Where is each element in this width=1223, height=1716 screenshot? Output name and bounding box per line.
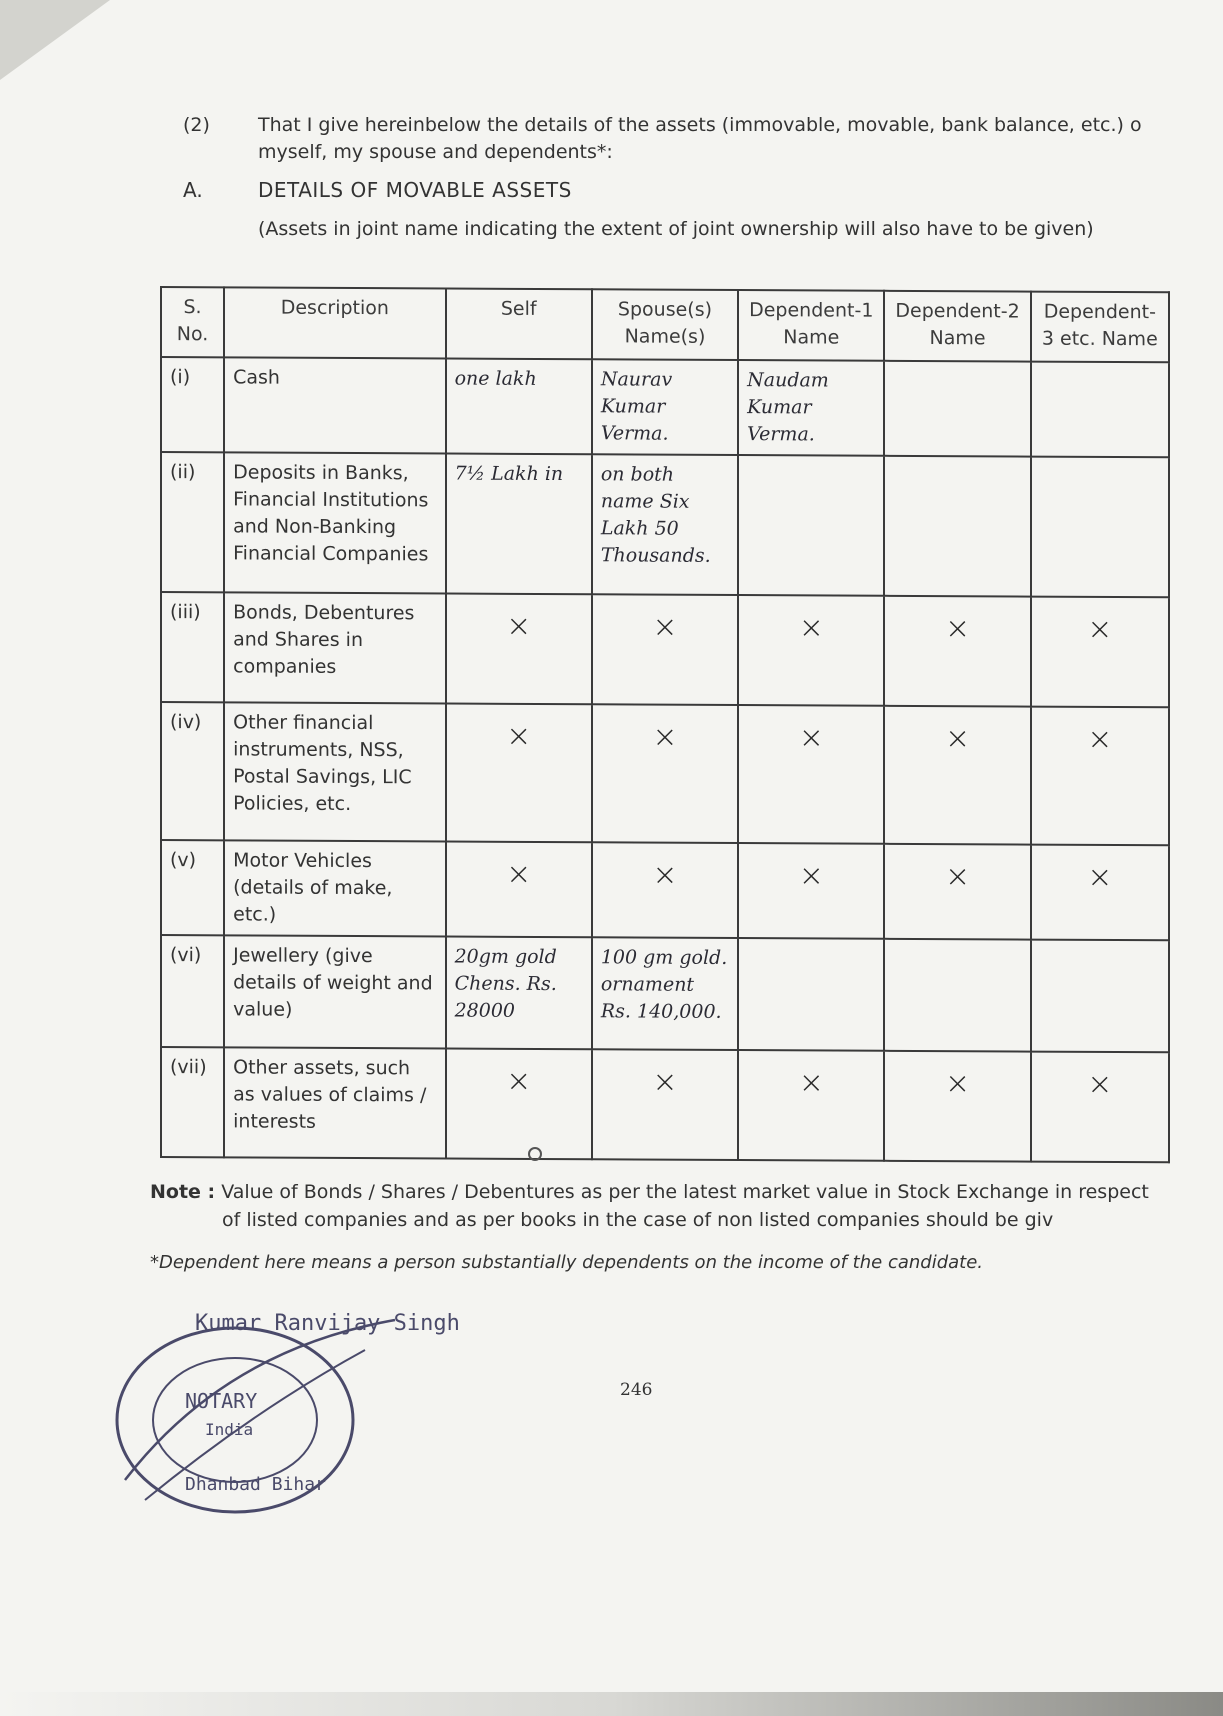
stamp-top-text: Kumar Ranvijay Singh — [195, 1311, 460, 1336]
note-continuation: of listed companies and as per books in the case of non listed companies should be giv — [222, 1209, 1054, 1231]
row-spouse-value: 100 gm gold. ornament Rs. 140,000. — [592, 937, 738, 1050]
row-dependent-1-value — [738, 938, 884, 1051]
stamp-bottom-text: Dhanbad Bihar — [185, 1474, 326, 1495]
movable-assets-table — [160, 286, 1170, 1163]
intro-text: That I give hereinbelow the details of the assets (immovable, movable, bank balance, etc.) o myself, my spouse and dependents*: — [258, 114, 1142, 163]
row-self-value: 20gm gold Chens. Rs. 28000 — [446, 936, 592, 1049]
row-sno: (i) — [161, 357, 224, 452]
header-spouse: Spouse(s) Name(s) — [592, 289, 738, 360]
table-row — [161, 702, 1169, 845]
notary-stamp-icon — [105, 1290, 460, 1520]
row-self-value — [446, 593, 592, 704]
table-row — [161, 592, 1169, 707]
row-dependent-3-value — [1031, 845, 1169, 941]
cross-mark: × — [798, 858, 824, 894]
row-dependent-1-value — [738, 705, 884, 844]
row-spouse-value — [592, 704, 738, 843]
row-dependent-2-value — [884, 361, 1030, 457]
row-sno: (v) — [161, 840, 224, 935]
row-dependent-1-value — [738, 455, 884, 596]
row-sno: (vii) — [161, 1047, 224, 1157]
table-row — [161, 357, 1169, 457]
small-circle-mark — [528, 1147, 542, 1161]
note-paragraph — [150, 1178, 1150, 1234]
row-dependent-3-value — [1031, 940, 1169, 1053]
row-self-value — [446, 703, 592, 842]
row-description: Other assets, such as values of claims / interests — [224, 1047, 445, 1158]
header-self: Self — [446, 288, 592, 359]
row-dependent-2-value — [884, 456, 1030, 597]
table-row — [161, 452, 1169, 597]
scan-edge-shadow — [0, 1692, 1223, 1716]
header-dependent-1: Dependent-1 Name — [738, 290, 884, 361]
header-sno: S. No. — [161, 287, 224, 357]
cross-mark: × — [944, 1066, 971, 1102]
row-spouse-value: Naurav Kumar Verma. — [592, 359, 738, 455]
section-subtitle: (Assets in joint name indicating the extent of joint ownership will also have to be given) — [258, 218, 1094, 240]
row-dependent-3-value — [1031, 362, 1169, 458]
row-spouse-value — [592, 842, 738, 938]
stamp-region-text: India — [205, 1420, 254, 1439]
row-dependent-3-value — [1031, 707, 1169, 846]
row-description: Other financial instruments, NSS, Postal Savings, LIC Policies, etc. — [224, 702, 445, 841]
cross-mark: × — [944, 859, 971, 895]
row-spouse-value — [592, 1049, 738, 1160]
row-dependent-1-value — [738, 843, 884, 939]
cross-mark: × — [506, 608, 532, 644]
scan-corner-shadow — [0, 0, 110, 80]
row-description: Cash — [224, 357, 445, 453]
row-sno: (iii) — [161, 592, 224, 702]
table-row — [161, 840, 1169, 940]
cross-mark: × — [1087, 611, 1113, 647]
row-description: Bonds, Debentures and Shares in companies — [224, 592, 445, 703]
row-spouse-value — [592, 594, 738, 705]
row-self-value — [446, 1048, 592, 1159]
row-self-value: one lakh — [446, 358, 592, 454]
cross-mark: × — [944, 721, 971, 757]
row-dependent-3-value — [1031, 597, 1169, 708]
cross-mark: × — [652, 1064, 678, 1100]
row-sno: (vi) — [161, 935, 224, 1047]
cross-mark: × — [652, 719, 678, 755]
cross-mark: × — [944, 611, 971, 647]
row-dependent-2-value — [884, 596, 1030, 707]
row-sno: (iv) — [161, 702, 224, 840]
row-description: Motor Vehicles (details of make, etc.) — [224, 840, 445, 936]
table-row — [161, 1047, 1169, 1162]
cross-mark: × — [1087, 859, 1113, 895]
row-dependent-3-value — [1031, 457, 1169, 598]
row-dependent-2-value — [884, 706, 1030, 845]
cross-mark: × — [652, 609, 678, 645]
row-dependent-1-value — [738, 595, 884, 706]
row-spouse-value: on both name Six Lakh 50 Thousands. — [592, 454, 738, 595]
stamp-middle-text: NOTARY — [185, 1389, 258, 1413]
row-self-value — [446, 841, 592, 937]
row-sno: (ii) — [161, 452, 224, 592]
cross-mark: × — [506, 1063, 532, 1099]
intro-number: (2) — [183, 114, 210, 136]
row-dependent-2-value — [884, 939, 1030, 1052]
cross-mark: × — [1087, 1066, 1113, 1102]
table-row — [161, 935, 1169, 1052]
cross-mark: × — [506, 718, 532, 754]
row-dependent-3-value — [1031, 1052, 1169, 1163]
notary-stamp — [105, 1290, 460, 1524]
row-description: Jewellery (give details of weight and value) — [224, 935, 445, 1048]
row-self-value: 7½ Lakh in — [446, 453, 592, 594]
section-title: DETAILS OF MOVABLE ASSETS — [258, 178, 572, 202]
cross-mark: × — [798, 1065, 824, 1101]
cross-mark: × — [798, 720, 824, 756]
row-description: Deposits in Banks, Financial Institutions and Non-Banking Financial Companies — [224, 452, 445, 593]
header-description: Description — [224, 287, 445, 358]
cross-mark: × — [506, 856, 532, 892]
page-number: 246 — [620, 1380, 653, 1400]
dependent-footnote: *Dependent here means a person substantially dependents on the income of the candidate. — [150, 1252, 984, 1273]
header-dependent-3: Dependent-3 etc. Name — [1031, 292, 1169, 363]
note-label: Note : — [150, 1181, 216, 1203]
header-dependent-2: Dependent-2 Name — [884, 291, 1030, 362]
note-text: Value of Bonds / Shares / Debentures as per the latest market value in Stock Exchange in respect — [221, 1181, 1149, 1203]
table-header-row — [161, 287, 1169, 362]
section-letter: A. — [183, 178, 203, 202]
row-dependent-2-value — [884, 1051, 1030, 1162]
cross-mark: × — [798, 610, 824, 646]
cross-mark: × — [1087, 721, 1113, 757]
row-dependent-2-value — [884, 844, 1030, 940]
cross-mark: × — [652, 857, 678, 893]
row-dependent-1-value — [738, 1050, 884, 1161]
row-dependent-1-value: Naudam Kumar Verma. — [738, 360, 884, 456]
